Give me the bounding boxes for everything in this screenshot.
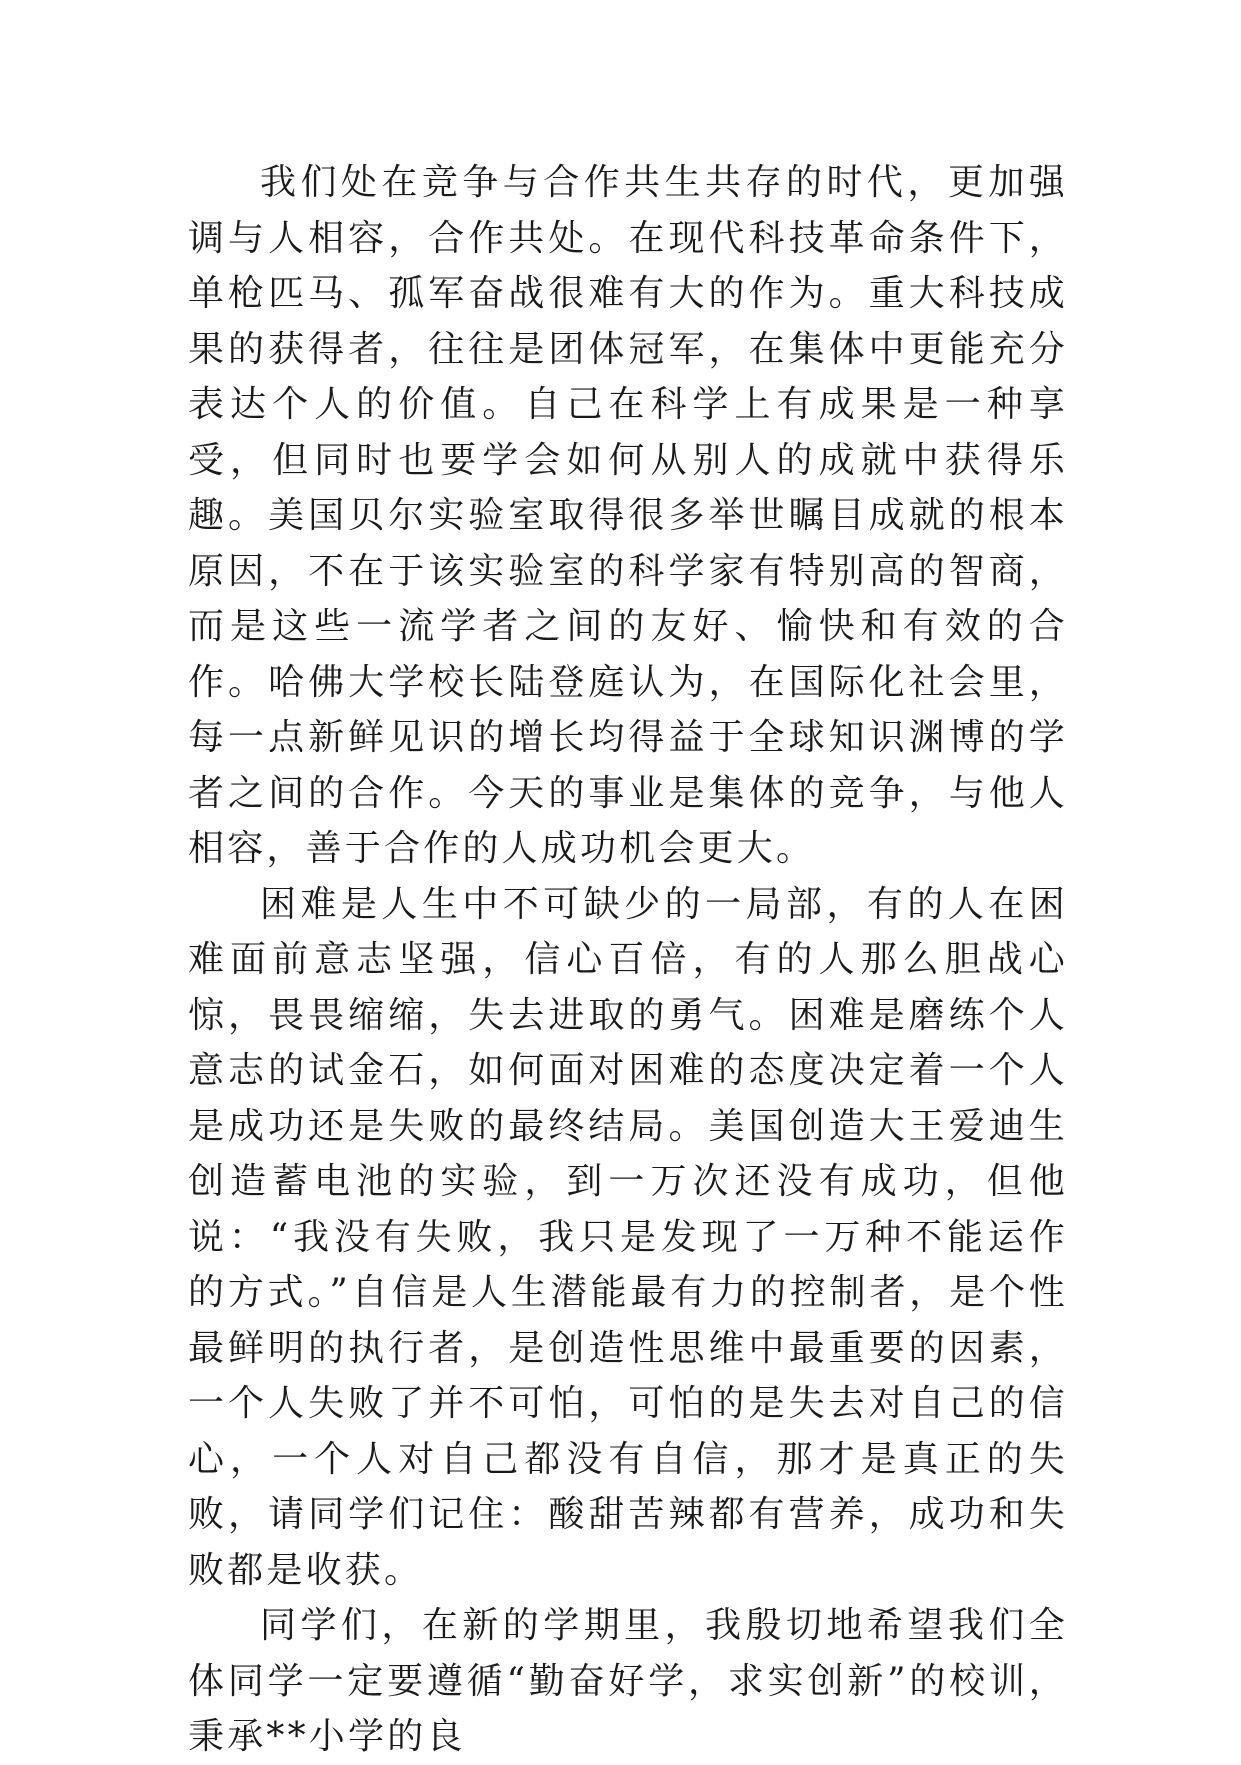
paragraph-difficulty: 困难是人生中不可缺少的一局部，有的人在困难面前意志坚强，信心百倍，有的人那么胆战心惊，畏畏缩缩，失去进取的勇气。困难是磨练个人意志的试金石，如何面对困难的态度决定着一个人是成功还是失败的最终结局。美国创造大王爱迪生创造蓄电池的实验，到一万次还没有成功，但他说：“我没有失败，我只是发现了一万种不能运作的方式。”自信是人生潜能最有力的控制者，是个性最鲜明的执行者，是创造性思维中最重要的因素，一个人失败了并不可怕，可怕的是失去对自己的信心，一个人对自己都没有自信，那才是真正的失败，请同学们记住：酸甜苦辣都有营养，成功和失败都是收获。 <box>188 883 1068 1591</box>
paragraph-cooperation: 我们处在竞争与合作共生共存的时代，更加强调与人相容，合作共处。在现代科技革命条件下，单枪匹马、孤军奋战很难有大的作为。重大科技成果的获得者，往往是团体冠军，在集体中更能充分表达个人的价值。自己在科学上有成果是一种享受，但同时也要学会如何从别人的成就中获得乐趣。美国贝尔实验室取得很多举世瞩目成就的根本原因，不在于该实验室的科学家有特别高的智商，而是这些一流学者之间的友好、愉快和有效的合作。哈佛大学校长陆登庭认为，在国际化社会里，每一点新鲜见识的增长均得益于全球知识渊博的学者之间的合作。今天的事业是集体的竞争，与他人相容，善于合作的人成功机会更大。 <box>188 162 1068 869</box>
paragraph-new-semester: 同学们，在新的学期里，我殷切地希望我们全体同学一定要遵循“勤奋好学，求实创新”的校训，秉承**小学的良 <box>188 1605 1068 1757</box>
document-body <box>188 155 1068 1765</box>
